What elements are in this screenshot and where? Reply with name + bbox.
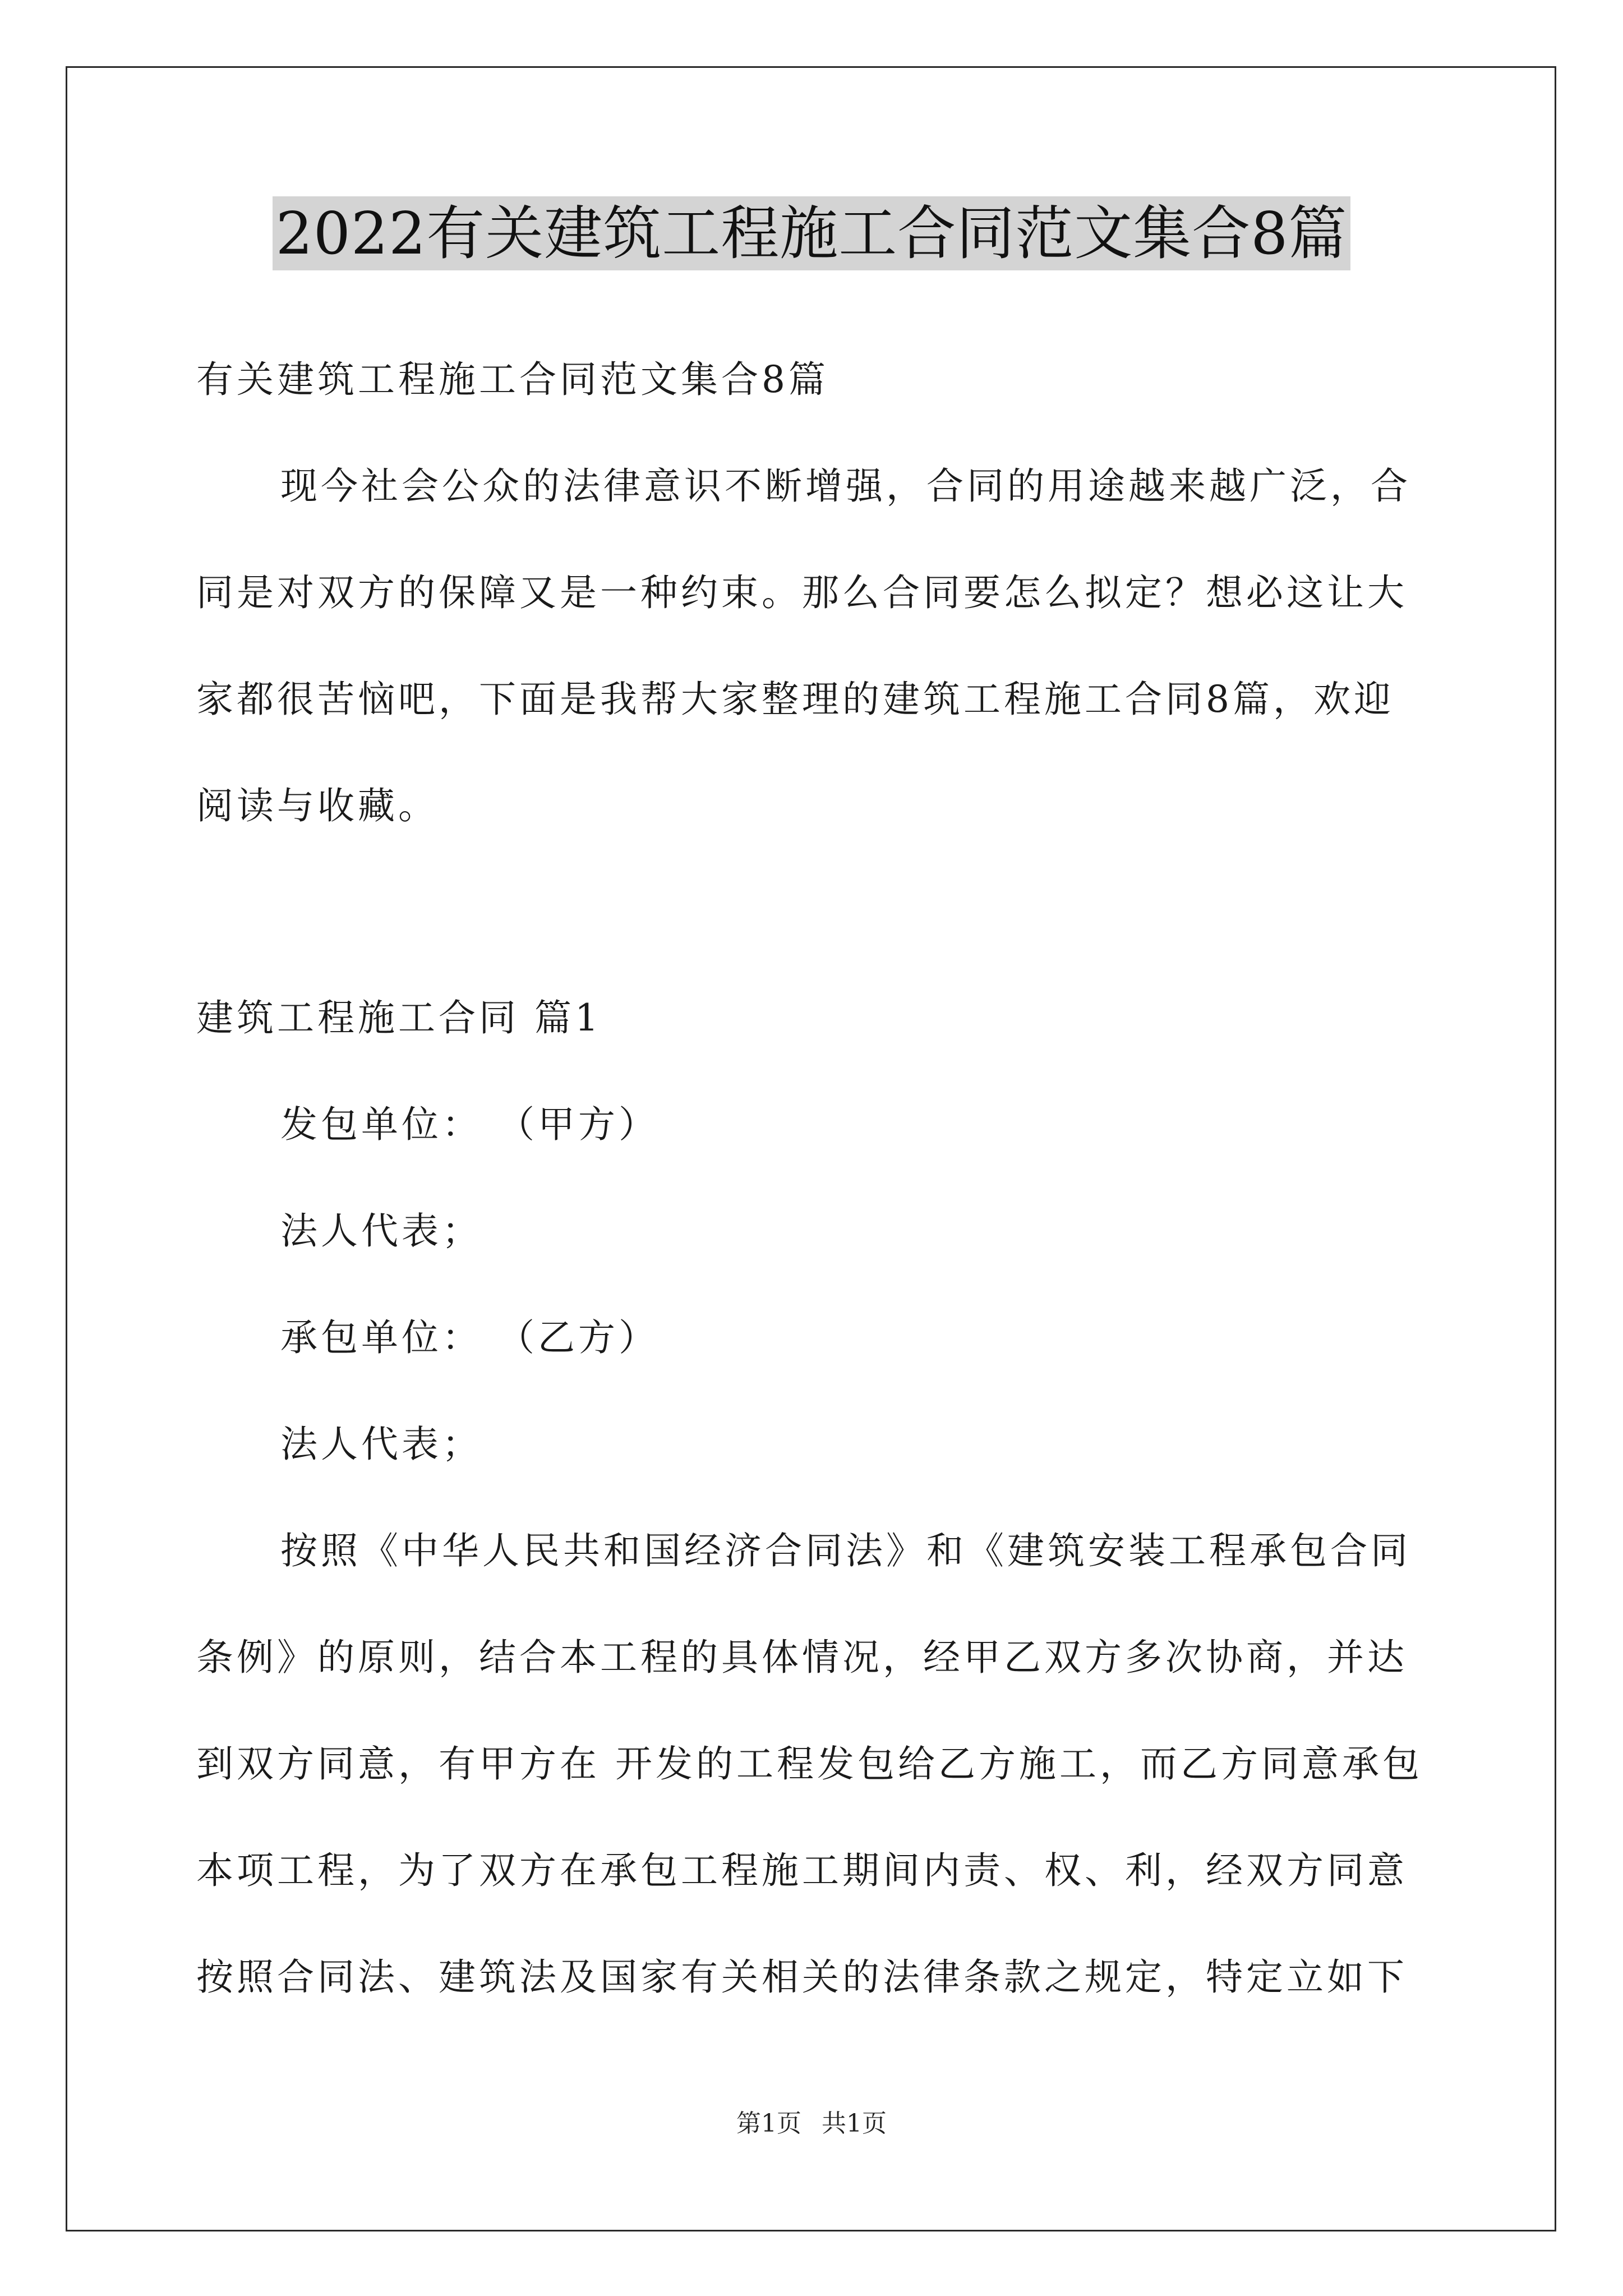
intro-line-4: 阅读与收藏。 bbox=[196, 784, 439, 827]
body-line-5: 按照合同法、建筑法及国家有关相关的法律条款之规定，特定立如下 bbox=[196, 1955, 1408, 1999]
title-container bbox=[0, 196, 1623, 270]
page-footer bbox=[0, 2108, 1623, 2139]
party-line-contractor-rep: 法人代表； bbox=[280, 1423, 482, 1466]
page-total: 共1页 bbox=[822, 2109, 887, 2138]
intro-line-2: 同是对双方的保障又是一种约束。那么合同要怎么拟定？想必这让大 bbox=[196, 571, 1408, 614]
section-heading: 建筑工程施工合同 篇1 bbox=[196, 996, 602, 1039]
intro-line-1: 现今社会公众的法律意识不断增强，合同的用途越来越广泛，合 bbox=[280, 464, 1411, 508]
body-line-3: 到双方同意，有甲方在 开发的工程发包给乙方施工，而乙方同意承包 bbox=[196, 1742, 1423, 1786]
body-line-1: 按照《中华人民共和国经济合同法》和《建筑安装工程承包合同 bbox=[280, 1529, 1411, 1572]
party-line-client: 发包单位： （甲方） bbox=[280, 1103, 659, 1146]
party-line-contractor: 承包单位： （乙方） bbox=[280, 1316, 659, 1359]
page-number: 第1页 bbox=[736, 2109, 801, 2138]
document-subtitle: 有关建筑工程施工合同范文集合8篇 bbox=[196, 358, 829, 401]
body-line-2: 条例》的原则，结合本工程的具体情况，经甲乙双方多次协商，并达 bbox=[196, 1636, 1408, 1679]
document-title: 2022有关建筑工程施工合同范文集合8篇 bbox=[273, 196, 1351, 270]
body-line-4: 本项工程，为了双方在承包工程施工期间内责、权、利，经双方同意 bbox=[196, 1849, 1408, 1892]
intro-line-3: 家都很苦恼吧，下面是我帮大家整理的建筑工程施工合同8篇，欢迎 bbox=[196, 678, 1394, 721]
party-line-client-rep: 法人代表； bbox=[280, 1209, 482, 1253]
